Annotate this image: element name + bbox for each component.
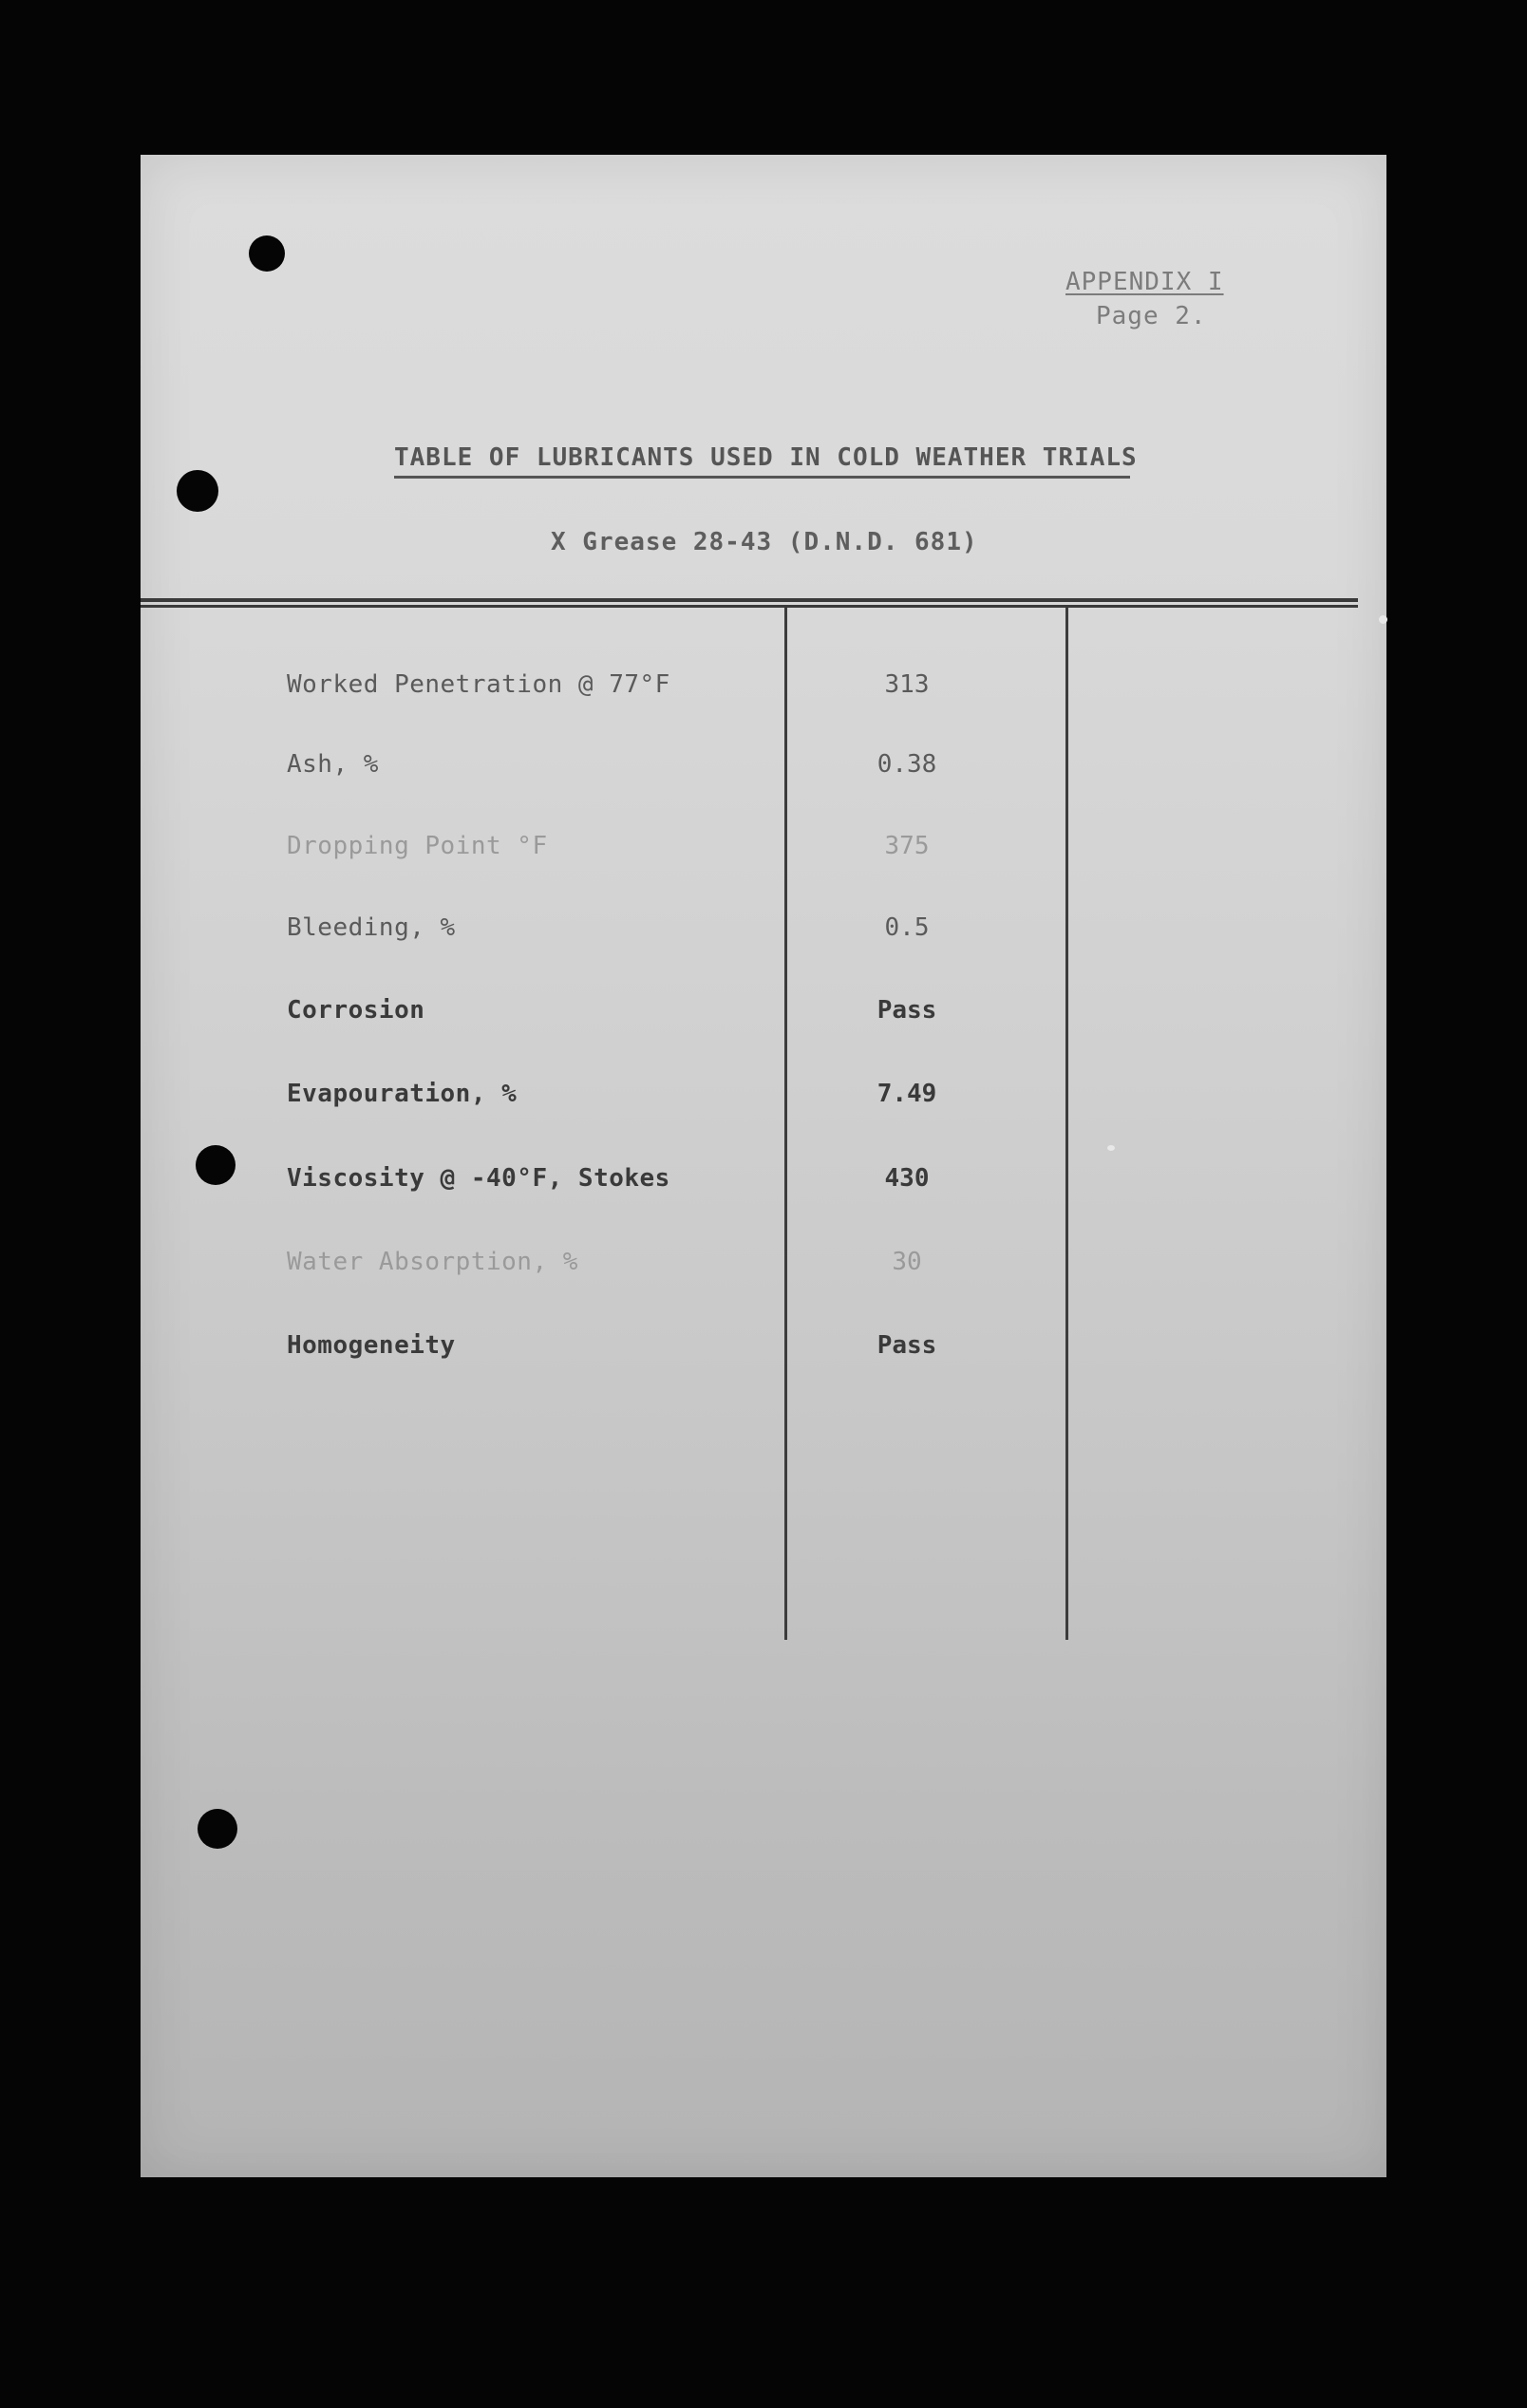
property-value: 313 [884, 670, 930, 699]
header-double-rule-bottom [141, 605, 1358, 608]
header-double-rule-top [141, 598, 1358, 602]
property-value: 30 [892, 1248, 922, 1276]
table-row [0, 1248, 1527, 1286]
table-row [0, 1080, 1527, 1118]
punch-hole-top [249, 235, 285, 272]
table-row [0, 670, 1527, 708]
property-label: Bleeding, % [287, 913, 456, 942]
property-value: 430 [884, 1164, 930, 1193]
table-row [0, 996, 1527, 1034]
property-label: Worked Penetration @ 77°F [287, 670, 670, 699]
property-value: 7.49 [877, 1080, 937, 1108]
table-row [0, 1164, 1527, 1202]
table-row [0, 750, 1527, 788]
property-label: Evapouration, % [287, 1080, 518, 1108]
grease-designation: X Grease 28-43 (D.N.D. 681) [551, 528, 978, 556]
property-value: 0.5 [884, 913, 930, 942]
property-value: 0.38 [877, 750, 937, 779]
property-value: Pass [877, 1331, 937, 1360]
property-value: 375 [884, 832, 930, 860]
property-label: Ash, % [287, 750, 379, 779]
property-label: Corrosion [287, 996, 425, 1025]
table-row [0, 832, 1527, 870]
table-row [0, 1331, 1527, 1369]
punch-hole-bottom [198, 1809, 237, 1849]
appendix-label: APPENDIX I [1065, 268, 1224, 296]
property-label: Homogeneity [287, 1331, 456, 1360]
property-label: Dropping Point °F [287, 832, 548, 860]
property-label: Viscosity @ -40°F, Stokes [287, 1164, 670, 1193]
dust-speck [1107, 1145, 1115, 1151]
document-title: TABLE OF LUBRICANTS USED IN COLD WEATHER TRIALS [394, 443, 1130, 479]
property-value: Pass [877, 996, 937, 1025]
punch-hole-upper [177, 470, 218, 512]
page-number: Page 2. [1096, 302, 1207, 330]
property-label: Water Absorption, % [287, 1248, 578, 1276]
dust-speck [1379, 615, 1387, 624]
table-row [0, 913, 1527, 951]
